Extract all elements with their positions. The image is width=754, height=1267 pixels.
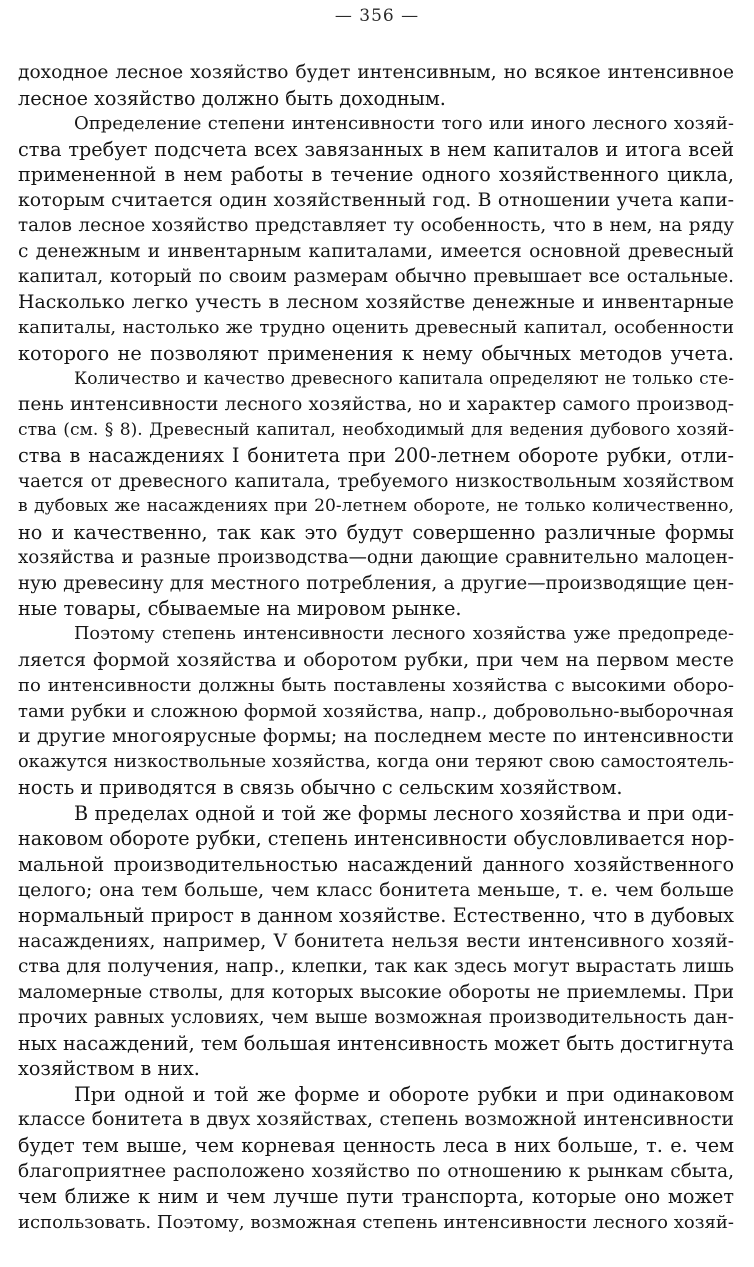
text-line: окажутся низкоствольные хозяйства, когда они теряют свою самостоятель- bbox=[18, 751, 734, 772]
text-line: лесное хозяйство должно быть доходным. bbox=[18, 86, 446, 110]
text-line: Определение степени интенсивности того или иного лесного хозяй- bbox=[74, 113, 734, 135]
text-line: которым считается один хозяйственный год. В отношении учета капи- bbox=[18, 188, 734, 211]
text-line: по интенсивности должны быть поставлены хозяйства с высокими оборо- bbox=[18, 675, 734, 697]
body-text bbox=[18, 60, 734, 1235]
text-line: и другие многоярусные формы; на последнем месте по интенсивности bbox=[18, 725, 734, 748]
text-line: чается от древесного капитала, требуемого низкоствольным хозяйством bbox=[18, 470, 734, 492]
text-line: ных насаждений, тем большая интенсивность может быть достигнута bbox=[18, 1031, 734, 1055]
text-line: ную древесину для местного потребления, а другие—производящие цен- bbox=[18, 572, 734, 594]
text-line: хозяйством в них. bbox=[18, 1057, 200, 1081]
text-line: ства для получения, напр., клепки, так как здесь могут вырастать лишь bbox=[18, 956, 734, 978]
text-line: Насколько легко учесть в лесном хозяйстве денежные и инвентарные bbox=[18, 290, 734, 313]
text-line: ства требует подсчета всех завязанных в нем капиталов и итога всей bbox=[18, 137, 734, 161]
text-line: При одной и той же форме и обороте рубки и при одинаковом bbox=[74, 1082, 734, 1106]
text-line: капиталы, настолько же трудно оценить древесный капитал, особенности bbox=[18, 317, 734, 339]
text-line: будет тем выше, чем корневая ценность леса в них больше, т. е. чем bbox=[18, 1133, 734, 1157]
text-line: пень интенсивности лесного хозяйства, но и характер самого производ- bbox=[18, 394, 734, 416]
text-line: ства в насаждениях I бонитета при 200-летнем обороте рубки, отли- bbox=[18, 444, 734, 468]
text-line: хозяйства и разные производства—одни дающие сравнительно малоцен- bbox=[18, 547, 734, 569]
text-line: в дубовых же насаждениях при 20-летнем обороте, не только количественно, bbox=[18, 496, 734, 517]
text-line: тами рубки и сложною формой хозяйства, напр., добровольно-выборочная bbox=[18, 700, 734, 722]
text-line: нормальный прирост в данном хозяйстве. Естественно, что в дубовых bbox=[18, 904, 734, 928]
text-line: капитал, который по своим размерам обычно превышает все остальные. bbox=[18, 266, 734, 288]
text-line: которого не позволяют применения к нему обычных методов учета. bbox=[18, 342, 734, 366]
text-line: наковом обороте рубки, степень интенсивности обусловливается нор- bbox=[18, 827, 734, 851]
text-line: ляется формой хозяйства и оборотом рубки, при чем на первом месте bbox=[18, 648, 734, 671]
text-line: с денежным и инвентарным капиталами, имеется основной древесный bbox=[18, 240, 734, 262]
text-line: использовать. Поэтому, возможная степень интенсивности лесного хозяй- bbox=[18, 1211, 734, 1233]
text-line: ные товары, сбываемые на мировом рынке. bbox=[18, 597, 462, 621]
page-number: — 356 — bbox=[334, 6, 420, 26]
text-line: прочих равных условиях, чем выше возможная производительность дан- bbox=[18, 1007, 734, 1029]
text-line: ства (см. § 8). Древесный капитал, необходимый для ведения дубового хозяй- bbox=[18, 419, 734, 440]
text-line: Количество и качество древесного капитала определяют не только сте- bbox=[74, 368, 734, 389]
text-line: мальной производительностью насаждений данного хозяйственного bbox=[18, 852, 734, 876]
text-line: чем ближе к ним и чем лучше пути транспорта, которые оно может bbox=[18, 1185, 734, 1209]
text-line: целого; она тем больше, чем класс бонитета меньше, т. е. чем больше bbox=[18, 878, 734, 901]
text-line: маломерные стволы, для которых высокие обороты не приемлемы. При bbox=[18, 981, 734, 1003]
text-line: но и качественно, так как это будут совершенно различные формы bbox=[18, 520, 734, 544]
text-line: благоприятнее расположено хозяйство по отношению к рынкам сбыта, bbox=[18, 1160, 734, 1182]
text-line: Поэтому степень интенсивности лесного хозяйства уже предопреде- bbox=[74, 624, 734, 645]
text-line: примененной в нем работы в течение одного хозяйственного цикла, bbox=[18, 163, 734, 187]
text-line: классе бонитета в двух хозяйствах, степень возможной интенсивности bbox=[18, 1108, 734, 1131]
text-line: насаждениях, например, V бонитета нельзя вести интенсивного хозяй- bbox=[18, 930, 734, 952]
text-line: В пределах одной и той же формы лесного хозяйства и при оди- bbox=[74, 801, 734, 825]
text-line: доходное лесное хозяйство будет интенсивным, но всякое интенсивное bbox=[18, 62, 734, 83]
text-line: талов лесное хозяйство представляет ту особенность, что в нем, на ряду bbox=[18, 215, 734, 237]
text-line: ность и приводятся в связь обычно с сельским хозяйством. bbox=[18, 776, 623, 800]
